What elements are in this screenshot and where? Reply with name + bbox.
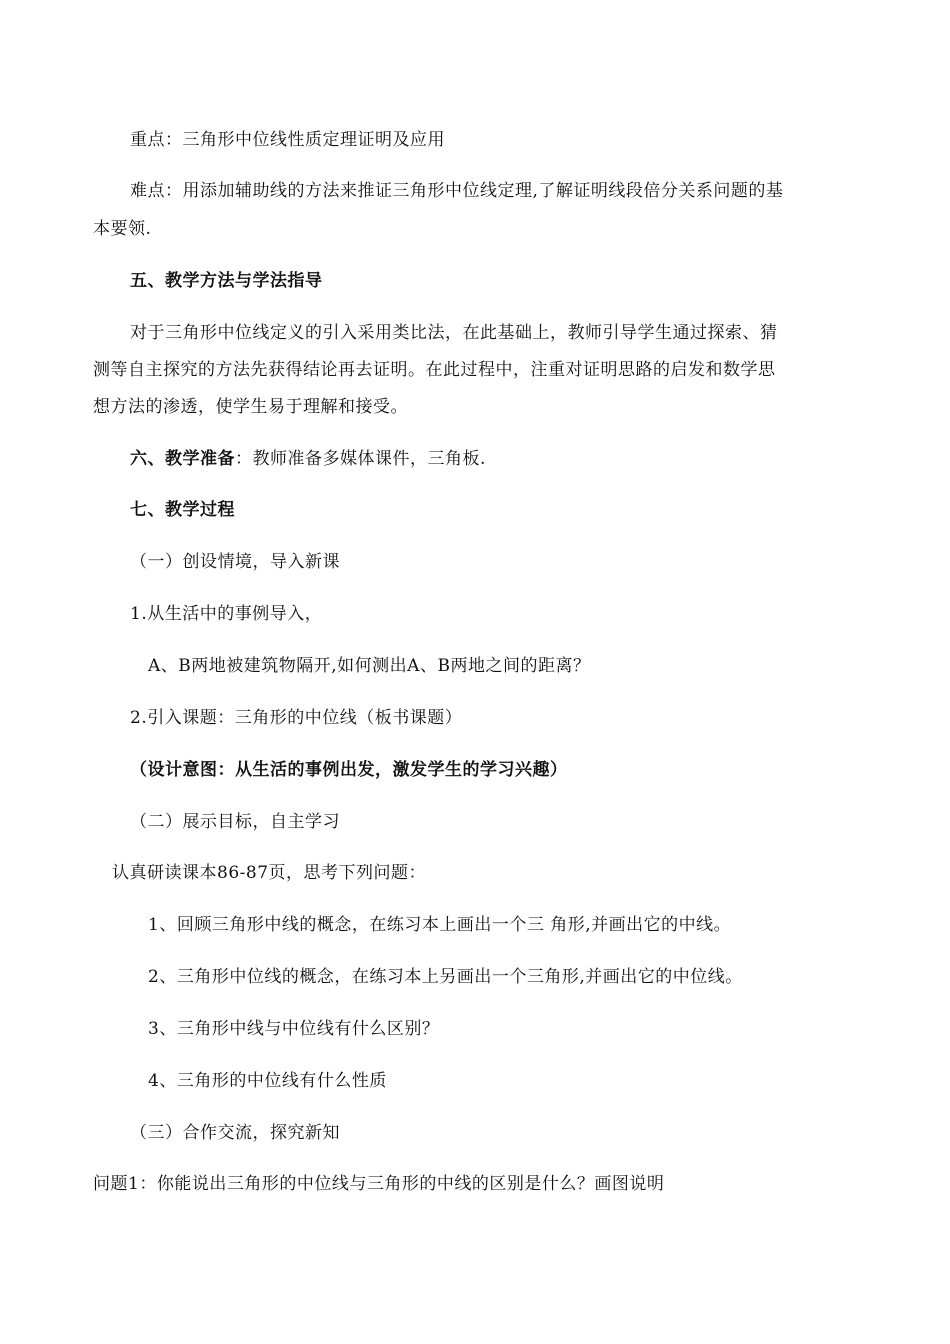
section5-paragraph-line2: 测等自主探究的方法先获得结论再去证明。在此过程中，注重对证明思路的启发和数学思: [93, 360, 776, 380]
design-intent-text: （设计意图：从生活的事例出发，激发学生的学习兴趣）: [130, 760, 568, 780]
question-item: 1、回顾三角形中线的概念，在练习本上画出一个三 角形,并画出它的中线。: [148, 915, 732, 935]
difficulty-text-line2: 本要领.: [93, 219, 152, 239]
item1-text: 1.从生活中的事例导入，: [130, 604, 323, 624]
item1-detail-text: A、B两地被建筑物隔开,如何测出A、B两地之间的距离？: [148, 656, 591, 676]
section5-heading: 五、教学方法与学法指导: [130, 271, 323, 291]
part2-heading: （二）展示目标，自主学习: [130, 812, 340, 832]
study-prompt-text: 认真研读课本86-87页，思考下列问题：: [112, 863, 427, 883]
problem1-text: 问题1：你能说出三角形的中位线与三角形的中线的区别是什么？画图说明: [93, 1174, 665, 1194]
key-point-text: 重点：三角形中位线性质定理证明及应用: [130, 130, 445, 150]
question-item: 4、三角形的中位线有什么性质: [148, 1071, 387, 1091]
question-item: 3、三角形中线与中位线有什么区别？: [148, 1019, 440, 1039]
section6-line: [130, 448, 486, 470]
part1-heading: （一）创设情境，导入新课: [130, 552, 340, 572]
section7-heading: 七、教学过程: [130, 500, 235, 520]
item2-text: 2.引入课题：三角形的中位线（板书课题）: [130, 708, 463, 728]
section6-heading: 六、教学准备: [130, 449, 235, 469]
section5-paragraph-line3: 想方法的渗透，使学生易于理解和接受。: [93, 397, 408, 417]
section5-paragraph-line1: 对于三角形中位线定义的引入采用类比法，在此基础上，教师引导学生通过探索、猜: [130, 323, 778, 343]
difficulty-text-line1: 难点：用添加辅助线的方法来推证三角形中位线定理,了解证明线段倍分关系问题的基: [130, 181, 784, 201]
part3-heading: （三）合作交流，探究新知: [130, 1123, 340, 1143]
section6-text: ：教师准备多媒体课件，三角板.: [235, 449, 486, 469]
question-item: 2、三角形中位线的概念，在练习本上另画出一个三角形,并画出它的中位线。: [148, 967, 743, 987]
